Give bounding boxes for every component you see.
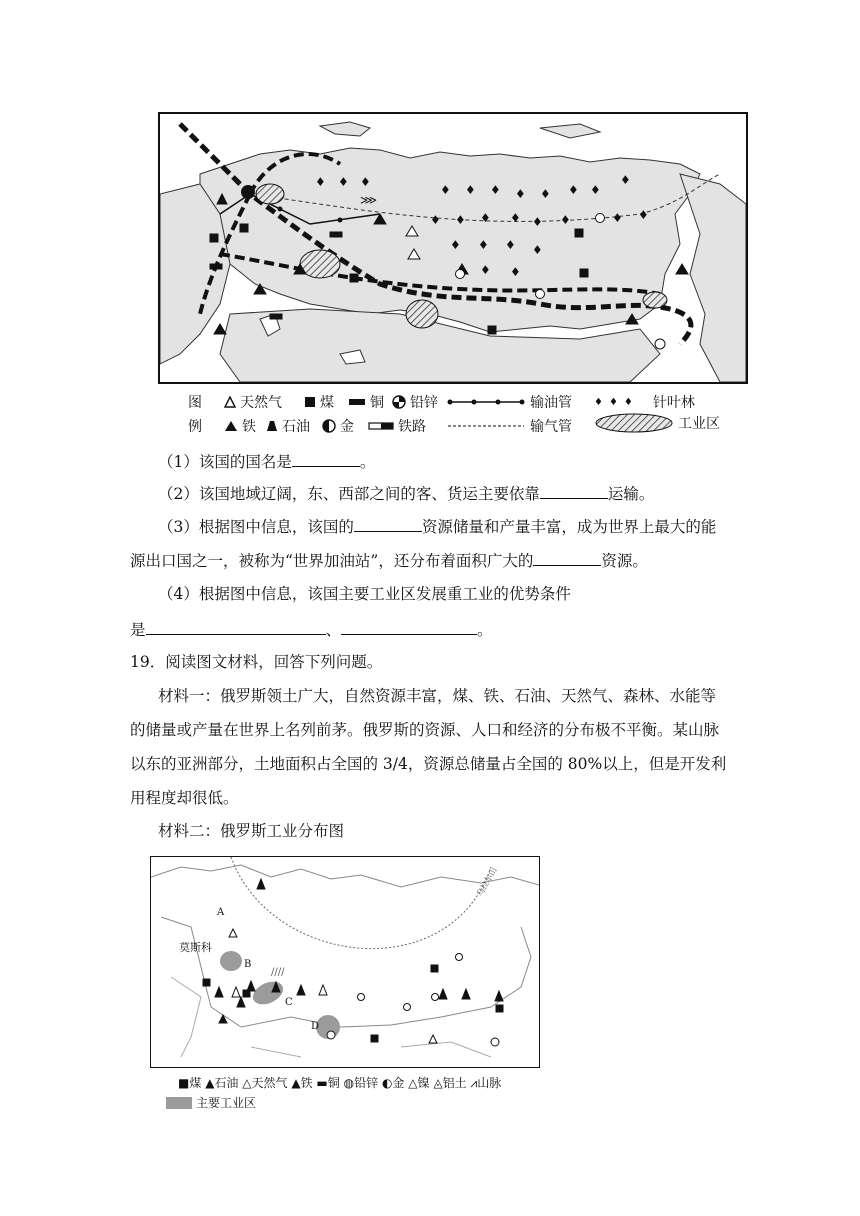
material-1-line-4: 用程度却很低。	[130, 789, 239, 807]
question-text: （1）该国的国名是	[158, 453, 292, 471]
oil-icon	[266, 420, 278, 432]
iron-icon	[224, 420, 238, 432]
legend-industrial	[594, 412, 720, 434]
industrial-zone-c	[249, 977, 286, 1009]
legend-label: 煤	[189, 1076, 202, 1090]
legend-copper	[348, 392, 384, 412]
label-b: B	[244, 959, 252, 970]
resource-map-1	[158, 112, 748, 384]
legend-title-bottom: 例	[188, 419, 202, 435]
label-moscow: 莫斯科	[179, 941, 212, 954]
svg-text:♦: ♦	[505, 238, 516, 252]
legend-gas-pipeline	[446, 416, 572, 436]
svg-text:♦: ♦	[490, 183, 501, 197]
legend-label: 铁	[300, 1076, 313, 1090]
question-text: （4）根据图中信息，该国主要工业区发展重工业的优势条件	[158, 585, 571, 603]
legend-label: 金	[340, 419, 354, 435]
pipeline-node	[278, 207, 283, 212]
question-text: 。	[477, 621, 493, 639]
lead-zinc-icon	[392, 395, 406, 409]
svg-text:♦: ♦	[620, 173, 631, 187]
legend-label: 山脉	[477, 1076, 502, 1090]
svg-text:♦: ♦	[568, 183, 579, 197]
material-1-line-1: 材料一：俄罗斯领土广大，自然资源丰富，煤、铁、石油、天然气、森林、水能等	[158, 687, 717, 705]
oil-icon: ▲	[205, 1076, 215, 1090]
material-1-line-3: 以东的亚洲部分，土地面积占全国的 3/4，资源总储量占全国的 80%以上，但是开发利	[130, 755, 727, 773]
svg-text:♦: ♦	[560, 213, 571, 227]
svg-text:♦: ♦	[430, 213, 441, 227]
question-3-cont	[130, 549, 648, 572]
answer-blank[interactable]	[341, 618, 477, 635]
question-text: （2）该国地域辽阔，东、西部之间的客、货运主要依靠	[158, 485, 540, 503]
arrow-hatch: ⋙	[360, 193, 378, 207]
natural-gas-icon	[224, 396, 236, 408]
svg-text:♦: ♦	[510, 265, 521, 279]
svg-text:♦: ♦	[612, 211, 623, 225]
label-a: A	[217, 907, 225, 918]
svg-text:♦: ♦	[638, 208, 649, 222]
question-19-head	[130, 651, 382, 673]
gas-pipeline-icon	[446, 420, 526, 432]
legend-lead-zinc	[392, 392, 438, 412]
legend-label: 石油	[214, 1076, 239, 1090]
svg-text:♦: ♦	[532, 243, 543, 257]
map1-legend	[188, 392, 748, 440]
oil-pipeline-icon	[446, 396, 526, 408]
answer-blank[interactable]	[354, 515, 422, 532]
question-4	[158, 583, 571, 605]
mountain-hatch: ////	[271, 967, 285, 978]
svg-text:♦: ♦	[450, 238, 461, 252]
svg-text:♦: ♦	[440, 183, 451, 197]
question-text: 资源储量和产量丰富，成为世界上最大的能	[421, 518, 717, 536]
svg-text:♦: ♦	[315, 175, 326, 189]
legend-label: 铝土	[442, 1076, 467, 1090]
legend-label: 天然气	[251, 1076, 288, 1090]
svg-text:♦: ♦	[480, 263, 491, 277]
copper-icon	[348, 396, 366, 408]
svg-text:♦: ♦	[465, 183, 476, 197]
legend-oil-pipeline	[446, 392, 572, 412]
question-2	[158, 482, 654, 505]
question-text: （3）根据图中信息，该国的	[158, 518, 354, 536]
industrial-zone	[256, 184, 284, 204]
border	[161, 917, 531, 1027]
railway-icon	[368, 420, 394, 432]
natural-gas-icon: △	[242, 1076, 252, 1090]
capital-marker	[241, 185, 255, 199]
legend-label: 工业区	[678, 416, 720, 432]
question-text: 、	[325, 621, 342, 639]
svg-text:♦: ♦	[478, 238, 489, 252]
svg-text:♦: ♦	[360, 175, 371, 189]
legend-iron	[224, 416, 256, 436]
legend-natural-gas	[224, 392, 282, 412]
svg-text:♦: ♦	[532, 215, 543, 229]
question-4-cont	[130, 618, 493, 641]
industrial-zone-icon	[166, 1097, 192, 1109]
label-d: D	[311, 1021, 320, 1032]
answer-blank[interactable]	[540, 482, 608, 499]
legend-label: 煤	[320, 395, 334, 411]
iron-icon: ▲	[291, 1076, 301, 1090]
map2-legend-row1	[178, 1074, 501, 1091]
legend-oil	[266, 416, 310, 436]
industrial-zone-a	[220, 951, 242, 971]
material-2-caption: 材料二：俄罗斯工业分布图	[158, 822, 345, 840]
question-text: 运输。	[607, 485, 655, 503]
svg-text:♦: ♦	[540, 187, 551, 201]
question-text: 是	[130, 621, 146, 639]
lead-zinc-icon: ◍	[343, 1076, 355, 1090]
bauxite-icon: ◬	[433, 1076, 443, 1090]
legend-label: 石油	[282, 419, 310, 435]
legend-label: 镍	[417, 1076, 430, 1090]
svg-text:♦: ♦	[455, 213, 466, 227]
question-1	[158, 450, 375, 473]
legend-label: 针叶林	[652, 395, 695, 411]
industrial-zone	[406, 300, 438, 328]
answer-blank[interactable]	[146, 618, 326, 635]
legend-label: 输气管	[530, 419, 572, 435]
answer-blank[interactable]	[533, 549, 601, 566]
legend-label: 铁	[242, 419, 256, 435]
question-text: 资源。	[601, 552, 648, 570]
industry-map-2-drawing	[151, 857, 539, 1067]
svg-text:♦: ♦	[515, 187, 526, 201]
legend-label: 铅锌	[354, 1076, 379, 1090]
legend-conifer	[594, 392, 695, 412]
question-text: 19．阅读图文材料，回答下列问题。	[130, 653, 383, 671]
legend-label: 天然气	[240, 395, 282, 411]
svg-text:♦: ♦	[480, 211, 491, 225]
mountain-icon: ⩘	[470, 1076, 478, 1090]
legend-label: 铅锌	[410, 395, 438, 411]
pipeline-node	[338, 218, 343, 223]
question-text: 。	[359, 453, 376, 471]
arctic-circle	[231, 857, 491, 949]
legend-title-top: 图	[188, 395, 202, 411]
industrial-zone	[643, 292, 667, 308]
industrial-zone-icon	[594, 412, 674, 434]
svg-text:♦: ♦	[510, 211, 521, 225]
urals-label: 乌拉尔山	[474, 865, 499, 898]
gold-icon: ◐	[381, 1076, 393, 1090]
coal-icon	[304, 396, 316, 408]
copper-icon: ▬	[316, 1076, 328, 1090]
nickel-icon: △	[408, 1076, 418, 1090]
map2-legend-row2	[166, 1094, 256, 1111]
svg-text:♦: ♦	[338, 175, 349, 189]
resource-map-1-drawing	[160, 114, 746, 382]
legend-label: 铁路	[398, 419, 426, 435]
coal-icon: ■	[178, 1076, 190, 1090]
legend-label: 主要工业区	[196, 1096, 257, 1110]
legend-coal	[304, 392, 334, 412]
legend-label: 铜	[327, 1076, 340, 1090]
question-text: 源出口国之一，被称为“世界加油站”，还分布着面积广大的	[130, 552, 534, 570]
question-3	[158, 515, 716, 538]
industry-map-2	[150, 856, 540, 1068]
answer-blank[interactable]	[292, 450, 360, 467]
gold-icon	[322, 419, 336, 433]
legend-label: 金	[392, 1076, 405, 1090]
material-1-line-2: 的储量或产量在世界上名列前茅。俄罗斯的资源、人口和经济的分布极不平衡。某山脉	[130, 721, 720, 739]
svg-text:♦: ♦	[590, 183, 601, 197]
legend-label: 输油管	[530, 395, 572, 411]
label-c: C	[285, 997, 293, 1008]
legend-railway	[368, 416, 426, 436]
legend-gold	[322, 416, 354, 436]
legend-label: 铜	[370, 395, 384, 411]
conifer-icon: ♦♦♦	[594, 396, 639, 408]
